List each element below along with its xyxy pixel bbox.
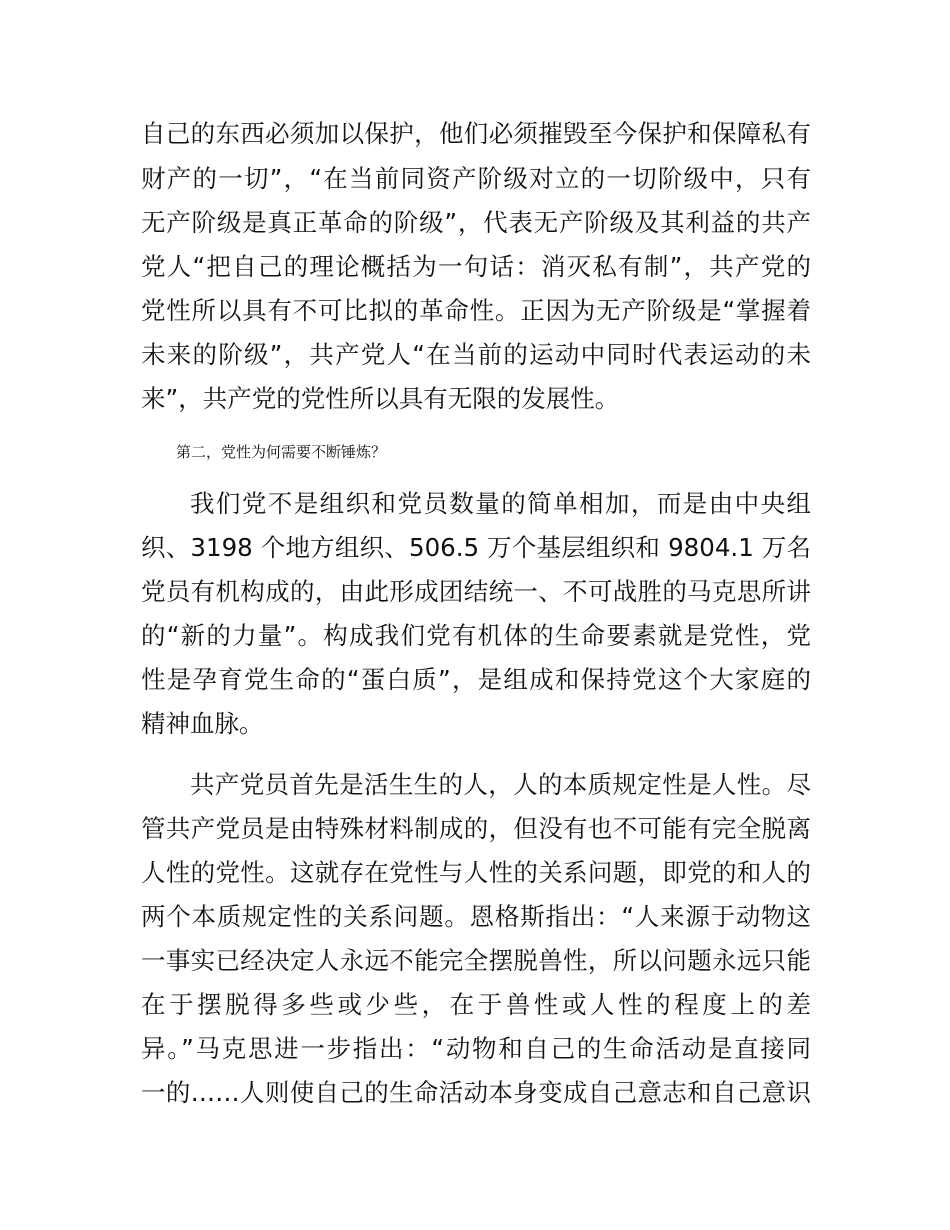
text-line: 无产阶级是真正革命的阶级”，代表无产阶级及其利益的共产 [141, 208, 811, 237]
text-line: 异。”马克思进一步指出：“动物和自己的生命活动是直接同 [141, 1034, 811, 1063]
text-line: 两个本质规定性的关系问题。恩格斯指出：“人来源于动物这 [141, 902, 811, 931]
text-line: 自己的东西必须加以保护，他们必须摧毁至今保护和保障私有 [141, 119, 811, 148]
text-line: 一事实已经决定人永远不能完全摆脱兽性，所以问题永远只能 [141, 946, 811, 975]
text-line: 未来的阶级”，共产党人“在当前的运动中同时代表运动的未 [141, 340, 811, 369]
text-line: 精神血脉。 [141, 709, 264, 738]
text-line: 党性所以具有不可比拟的革命性。正因为无产阶级是“掌握着 [141, 296, 811, 325]
text-line: 来”，共产党的党性所以具有无限的发展性。 [141, 384, 620, 413]
text-line: 管共产党员是由特殊材料制成的，但没有也不可能有完全脱离 [141, 814, 811, 843]
section-heading: 第二，党性为何需要不断锤炼？ [176, 443, 387, 461]
text-line: 财产的一切”，“在当前同资产阶级对立的一切阶级中，只有 [141, 164, 811, 193]
text-line: 党人“把自己的理论概括为一句话：消灭私有制”，共产党的 [141, 252, 811, 281]
text-line: 在于摆脱得多些或少些，在于兽性或人性的程度上的差 [141, 990, 811, 1019]
text-line: 性是孕育党生命的“蛋白质”，是组成和保持党这个大家庭的 [141, 665, 811, 694]
text-line: 我们党不是组织和党员数量的简单相加，而是由中央组 [190, 489, 811, 518]
text-line: 共产党员首先是活生生的人，人的本质规定性是人性。尽 [190, 770, 811, 799]
text-line: 人性的党性。这就存在党性与人性的关系问题，即党的和人的 [141, 858, 811, 887]
text-line: 的“新的力量”。构成我们党有机体的生命要素就是党性，党 [141, 621, 811, 650]
text-line: 党员有机构成的，由此形成团结统一、不可战胜的马克思所讲 [141, 577, 811, 606]
text-line: 一的……人则使自己的生命活动本身变成自己意志和自己意识 [141, 1078, 811, 1107]
text-line: 织、3198 个地方组织、506.5 万个基层组织和 9804.1 万名 [141, 533, 811, 562]
